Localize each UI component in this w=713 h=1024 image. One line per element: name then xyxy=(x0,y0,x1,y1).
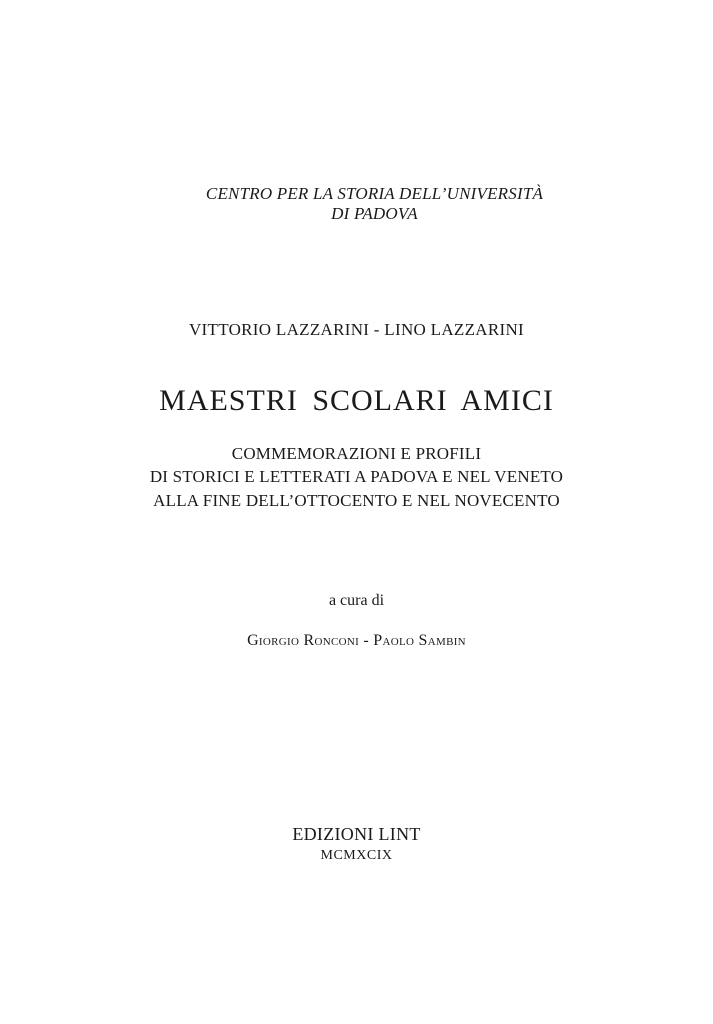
subtitle-line-2: DI STORICI E LETTERATI A PADOVA E NEL VENETO xyxy=(149,467,564,486)
subtitle-line-1: COMMEMORAZIONI E PROFILI xyxy=(231,444,482,463)
authors: VITTORIO LAZZARINI - LINO LAZZARINI xyxy=(188,320,524,339)
editors: Giorgio Ronconi - Paolo Sambin xyxy=(247,632,466,649)
publisher: EDIZIONI LINT xyxy=(292,824,421,844)
institution-line-2: DI PADOVA xyxy=(331,204,418,223)
subtitle-line-3: ALLA FINE DELL’OTTOCENTO E NEL NOVECENTO xyxy=(153,491,560,510)
book-title: MAESTRI SCOLARI AMICI xyxy=(159,384,554,417)
institution-line-1: CENTRO PER LA STORIA DELL’UNIVERSITÀ xyxy=(205,184,544,203)
publication-year: MCMXCIX xyxy=(320,848,393,863)
curated-by-label: a cura di xyxy=(328,592,385,609)
